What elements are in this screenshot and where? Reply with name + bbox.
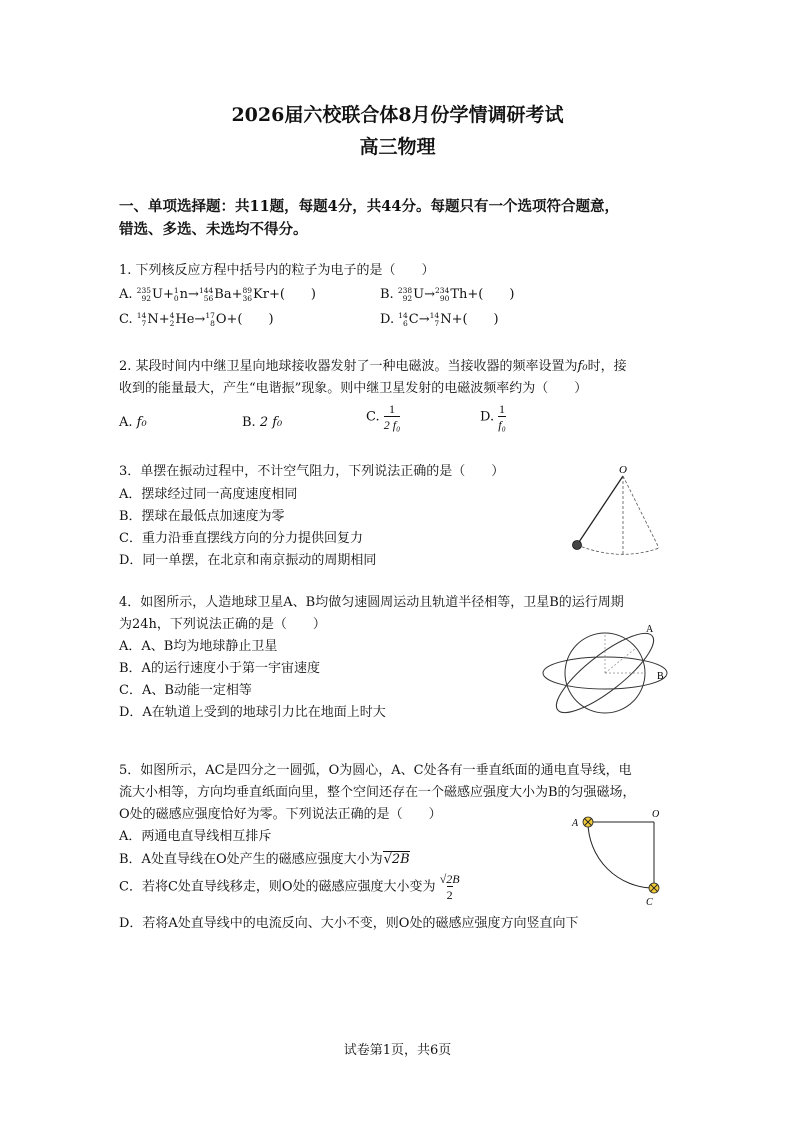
fraction: $\frac{√2B}{2}$ (439, 872, 460, 902)
q3-option-d: D．同一单摆，在北京和南京振动的周期相同 (119, 553, 377, 568)
q5-option-b: B．A处直导线在O处产生的磁感应强度大小为√2B (119, 852, 410, 867)
q4-option-b: B．A的运行速度小于第一宇宙速度 (119, 661, 320, 676)
label-a: A (572, 818, 579, 829)
label-o: O (619, 464, 627, 476)
orbit-figure (538, 618, 673, 718)
q1-stem: 1. 下列核反应方程中括号内的粒子为电子的是（ ） (119, 263, 435, 278)
exam-subject: 高三物理 (359, 136, 436, 158)
nuclide: 234 90 Th (435, 285, 468, 303)
q3-option-a: A．摆球经过同一高度速度相同 (119, 487, 298, 502)
label-b: B (657, 671, 664, 682)
nuclide: 1 0 n (173, 285, 189, 303)
nuclide: 238 92 U (397, 285, 425, 303)
option-label: A. (119, 287, 133, 302)
nuclide: 14 7 N (429, 310, 452, 328)
nuclide: 89 36 Kr (242, 285, 269, 303)
q5-option-d: D．若将A处直导线中的电流反向、大小不变，则O处的磁感应强度方向竖直向下 (119, 916, 579, 931)
q4-option-d: D．A在轨道上受到的地球引力比在地面上时大 (119, 705, 386, 720)
section-heading-line1: 一、单项选择题：共11题，每题4分，共44分。每题只有一个选项符合题意， (119, 198, 619, 215)
pendulum-bob (573, 541, 582, 550)
q4-option-a: A．A、B均为地球静止卫星 (119, 639, 278, 654)
pendulum-string (577, 476, 623, 545)
section-heading-line2: 错选、多选、未选均不得分。 (119, 221, 308, 238)
q3-stem: 3．单摆在振动过程中，不计空气阻力，下列说法正确的是（ ） (119, 464, 505, 479)
q5-option-a: A．两通电直导线相互排斥 (119, 829, 272, 844)
q1-option-c: C. 14 7 N + 4 2 He → 17 8 O +( ) (119, 309, 274, 330)
arrow: → (418, 312, 430, 327)
arrow: → (194, 312, 206, 327)
nuclide: 4 2 He (169, 310, 195, 328)
q5-line1: 5．如图所示，AC是四分之一圆弧，O为圆心，A、C处各有一垂直纸面的通电直导线，电 (119, 763, 632, 778)
q1-option-a: A. 235 92 U + 1 0 n → 144 56 Ba + 89 36 Kr +( ) (119, 284, 316, 305)
nuclide: 14 6 C (398, 310, 419, 328)
radius-line (605, 648, 636, 673)
q5-line3: O处的磁感应强度恰好为零。下列说法正确的是（ ） (119, 807, 442, 822)
q2-line1: 2. 某段时间内中继卫星向地球接收器发射了一种电磁波。当接收器的频率设置为f₀时，接 (119, 359, 627, 374)
sqrt-2b: √2B (383, 852, 410, 867)
fraction: $\frac{1}{\text{2 f₀}}$ (383, 402, 401, 432)
symbol-f0: f₀ (577, 359, 588, 374)
arrow: → (424, 287, 436, 302)
option-label: D. (380, 312, 395, 327)
nuclide: 17 8 O (205, 310, 227, 328)
q2-line2: 收到的能量最大，产生“电谐振”现象。则中继卫星发射的电磁波频率约为（ ） (119, 381, 588, 396)
q5-line2: 流大小相等，方向均垂直纸面向里，整个空间还存在一个磁感应强度大小为B的匀强磁场， (119, 785, 636, 800)
pendulum-figure (565, 462, 675, 562)
fraction: $\frac{1}{\text{f₀}}$ (498, 402, 506, 432)
q2-option-a: A. f₀ (119, 415, 147, 430)
wire-arc-figure (568, 808, 668, 908)
q4-option-c: C．A、B动能一定相等 (119, 683, 252, 698)
wire-a-icon (583, 817, 593, 827)
q3-option-c: C．重力沿垂直摆线方向的分力提供回复力 (119, 531, 363, 546)
arrow: → (188, 287, 199, 302)
nuclide: 144 56 Ba (198, 285, 232, 303)
option-label: C. (119, 312, 133, 327)
label-o: O (652, 809, 660, 820)
q2-option-d: D. $\frac{1}{\text{f₀}}$ (480, 402, 506, 432)
q1-option-d: D. 14 6 C → 14 7 N +( ) (380, 309, 499, 330)
q4-line2: 为24h，下列说法正确的是（ ） (119, 617, 326, 632)
q2-option-b: B. 2 f₀ (242, 415, 283, 430)
q3-option-b: B．摆球在最低点加速度为零 (119, 509, 285, 524)
label-a: A (646, 624, 654, 635)
q4-line1: 4．如图所示，人造地球卫星A、B均做匀速圆周运动且轨道半径相等，卫星B的运行周期 (119, 595, 624, 610)
nuclide: 14 7 N (136, 310, 159, 328)
nuclide: 235 92 U (136, 285, 163, 303)
page-footer: 试卷第1页，共6页 (343, 1043, 452, 1058)
q2-option-c: C. $\frac{1}{\text{2 f₀}}$ (366, 402, 401, 432)
label-c: C (646, 897, 653, 908)
q5-option-c: C．若将C处直导线移走，则O处的磁感应强度大小变为 $\frac{√2B}{2}$ (119, 872, 460, 902)
exam-title: 2026届六校联合体8月份学情调研考试 (231, 104, 564, 126)
q1-option-b: B. 238 92 U → 234 90 Th +( ) (380, 284, 514, 305)
wire-c-icon (649, 883, 659, 893)
extreme-position-line (623, 476, 659, 548)
swing-arc (577, 545, 659, 554)
arc-ac (588, 822, 654, 888)
option-label: B. (380, 287, 394, 302)
